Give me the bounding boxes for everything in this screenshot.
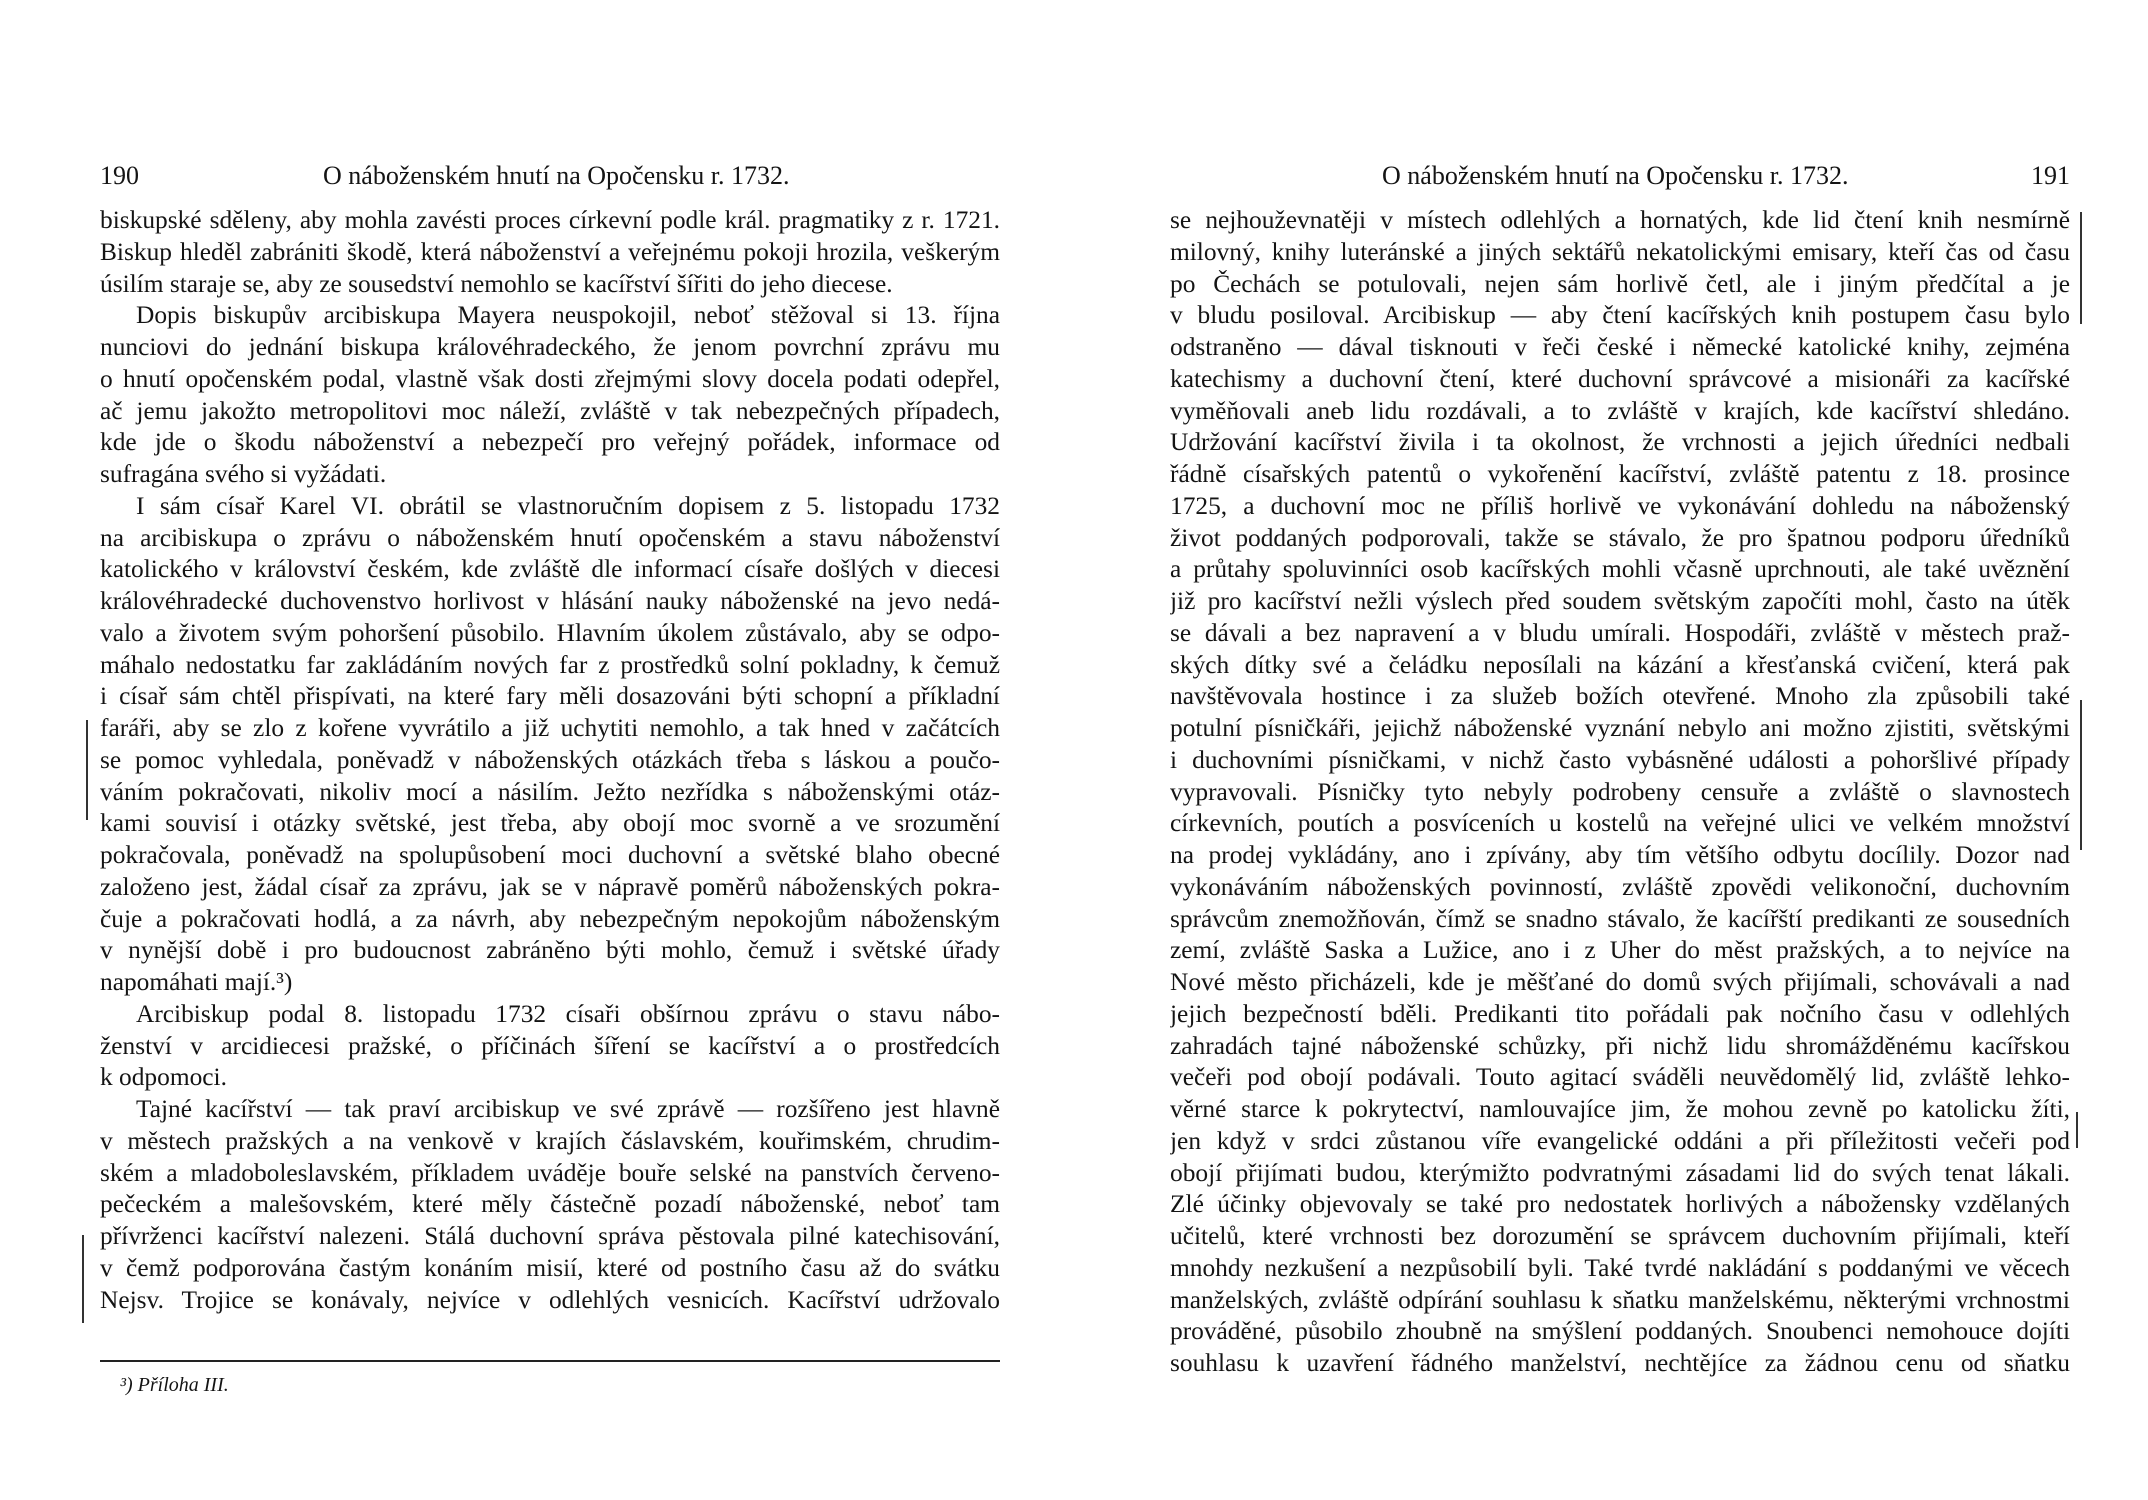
right-page-header — [1170, 158, 2070, 194]
text-line: 1725, a duchovní moc ne příliš horlivě ve vykonávání dohledu na náboženský — [1170, 491, 2070, 520]
text-line: kami souvisí i otázky světské, jest třeba, aby obojí moc svorně a ve srozumění — [100, 809, 1000, 838]
text-line: ských dítky své a čeládku neposílali na kázání a křesťanská cvičení, která pak — [1170, 650, 2070, 679]
text-line: jejich bezpečností bděli. Predikanti tito pořádali pak nočního času v odlehlých — [1170, 999, 2070, 1028]
text-line: obojí přijímati budou, kterýmižto podvratnými zásadami lid do svých tenat lákali. — [1170, 1158, 2070, 1187]
text-line: mnohdy nezkušení a nezpůsobilí byli. Také tvrdé nakládání s poddanými ve věcech — [1170, 1253, 2070, 1282]
text-line: katolického v království českém, kde zvláště dle informací císaře došlých v diecesi — [100, 555, 1000, 584]
text-line: po Čechách se potulovali, nejen sám horlivě četl, ale i jiným předčítal a je — [1170, 269, 2070, 298]
text-line: faráři, aby se zlo z kořene vyvrátilo a již uchytiti nemohlo, a tak hned v začátcích — [100, 714, 1000, 742]
text-line: učitelů, které vrchnosti bez dorozumění se správcem duchovním přijímali, kteří — [1170, 1222, 2070, 1250]
text-line: v městech pražských a na venkově v krajích čáslavském, kouřimském, chrudim- — [100, 1126, 1000, 1155]
text-line: ženství v arcidiecesi pražské, o příčinách šíření se kacířství a o prostředcích — [100, 1031, 1000, 1060]
text-line: souhlasu k uzavření řádného manželství, nechtějíce za žádnou cenu od sňatku — [1170, 1349, 2070, 1377]
text-line: řádně císařských patentů o vykořenění kacířství, zvláště patentu z 18. prosince — [1170, 460, 2070, 488]
text-line: i duchovními písničkami, v nichž často vybásněné události a pohoršlivé případy — [1170, 745, 2070, 774]
text-line: vypravovali. Písničky tyto nebyly podrobeny censuře a zvláště o slavnostech — [1170, 777, 2070, 806]
text-line: nunciovi do jednání biskupa královéhradeckého, že jenom povrchní zprávu mu — [100, 333, 1000, 361]
right-running-title: O náboženském hnutí na Opočensku r. 1732. — [1382, 161, 1849, 190]
left-page-number: 190 — [100, 161, 139, 190]
text-line: večeři pod obojí podávali. Touto agitací sváděli neuvědomělý lid, zvláště lehko- — [1170, 1063, 2070, 1092]
text-line: přívrženci kacířství nalezeni. Stálá duchovní správa pěstovala pilné katechisování, — [100, 1222, 1000, 1250]
text-line: biskupské sděleny, aby mohla zavésti proces církevní podle král. pragmatiky z r. 1721. — [100, 206, 1000, 234]
right-page-number: 191 — [2031, 161, 2070, 190]
text-line: prováděné, působilo zhoubně na smýšlení poddaných. Snoubenci nemohouce dojíti — [1170, 1317, 2070, 1346]
text-line: na arcibiskupa o zprávu o náboženském hnutí opočenském a stavu náboženství — [100, 523, 1000, 552]
text-line: v nynější době i pro budoucnost zabráněno býti mohlo, čemuž i světské úřady — [100, 936, 1000, 965]
text-line: zahradách tajné náboženské schůzky, při nichž lidu shromážděnému kacířskou — [1170, 1031, 2070, 1060]
text-line: navštěvovala hostince i za služeb božích otevřené. Mnoho zla způsobili také — [1170, 682, 2070, 711]
text-line: sufragána svého si vyžádati. — [100, 460, 387, 488]
text-line: váním pokračovati, nikoliv mocí a násilím. Ježto nezřídka s náboženskými otáz- — [100, 777, 1000, 806]
text-line: katechismy a duchovní čtení, které duchovní správcové a misionáři za kacířské — [1170, 364, 2070, 393]
text-line: v bludu posiloval. Arcibiskup — aby čtení kacířských knih postupem času bylo — [1170, 301, 2070, 330]
text-line: ač jemu jakožto metropolitovi moc náleží, zvláště v tak nebezpečných případech, — [100, 396, 1000, 425]
text-line: vykonáváním náboženských povinností, zvláště zpovědi velikonoční, duchovním — [1170, 872, 2070, 901]
text-line: se pomoc vyhledala, poněvadž v náboženských otázkách třeba s láskou a poučo- — [100, 745, 1000, 774]
text-line: Arcibiskup podal 8. listopadu 1732 císaři obšírnou zprávu o stavu nábo- — [136, 999, 1000, 1028]
text-line: valo a životem svým pohoršení působilo. Hlavním úkolem zůstávalo, aby se odpo- — [100, 618, 1000, 647]
left-page-body — [100, 205, 1000, 1316]
text-line: I sám císař Karel VI. obrátil se vlastnoručním dopisem z 5. listopadu 1732 — [136, 491, 1000, 520]
margin-marker — [2080, 212, 2082, 324]
text-line: správcům znemožňován, čímž se snadno stávalo, že kacířští predikanti ze sousedních — [1170, 904, 2070, 933]
text-line: i císař sám chtěl přispívati, na které fary měli dosazováni býti schopní a příkladní — [100, 682, 1000, 711]
text-line: milovný, knihy luteránské a jiných sektářů nekatolickými emisary, kteří čas od času — [1170, 237, 2070, 266]
text-line: čuje a pokračovati hodlá, a za návrh, aby nebezpečným nepokojům náboženským — [100, 904, 1000, 933]
text-line: Udržování kacířství živila i ta okolnost, že vrchnosti a jejich úředníci nedbali — [1170, 428, 2070, 457]
text-line: napomáhati mají.³) — [100, 968, 293, 996]
text-line: Nejsv. Trojice se konávaly, nejvíce v odlehlých vesnicích. Kacířství udržovalo — [100, 1285, 1000, 1314]
text-line: k odpomoci. — [100, 1063, 227, 1092]
left-running-title: O náboženském hnutí na Opočensku r. 1732. — [323, 161, 790, 190]
text-line: a průtahy spoluvinníci osob kacířských mohli včasně uprchnouti, ale také uvěznění — [1170, 555, 2070, 584]
text-line: se nejhouževnatěji v místech odlehlých a hornatých, kde lid čtení knih nesmírně — [1170, 206, 2070, 234]
text-line: Dopis biskupův arcibiskupa Mayera neuspokojil, neboť stěžoval si 13. října — [136, 301, 1000, 330]
text-line: ském a mladoboleslavském, příkladem uváděje bouře selské na panstvích červeno- — [100, 1158, 1000, 1187]
margin-marker — [82, 1235, 84, 1323]
text-line: již pro kacířství nežli výslech před soudem světským započíti mohl, často na útěk — [1170, 587, 2070, 615]
text-line: vyměňovali aneb lidu rozdávali, a to zvláště v krajích, kde kacířství shledáno. — [1170, 396, 2070, 425]
text-line: pečeckém a malešovském, které měly částečně pozadí náboženské, neboť tam — [100, 1190, 1000, 1219]
text-line: Nové město přicházeli, kde je měšťané do domů svých přijímali, schovávali a nad — [1170, 968, 2070, 996]
text-line: Tajné kacířství — tak praví arcibiskup ve své zprávě — rozšířeno jest hlavně — [136, 1095, 1000, 1123]
text-line: na prodej vykládány, ano i zpívány, aby tím většího odbytu docílily. Dozor nad — [1170, 841, 2070, 869]
margin-marker — [2076, 1112, 2078, 1148]
footnote-rule — [100, 1360, 1000, 1362]
text-line: v čemž podporována častým konáním misií, které od postního času až do svátku — [100, 1253, 1000, 1282]
text-line: máhalo nedostatku far zakládáním nových far z prostředků solní pokladny, k čemuž — [100, 650, 1000, 679]
text-line: úsilím staraje se, aby ze sousedství nemohlo se kacířství šířiti do jeho diecese. — [100, 269, 893, 298]
text-line: věrné starce k pokrytectví, namlouvajíce jim, že mohou zevně po katolicku žíti, — [1170, 1095, 2070, 1123]
text-line: potulní písničkáři, jejichž náboženské vyznání nebylo ani možno zjistiti, světskými — [1170, 714, 2070, 742]
text-line: kde jde o škodu náboženství a nebezpečí pro veřejný pořádek, informace od — [100, 428, 1000, 457]
text-line: se dávali a bez napravení a v bludu umírali. Hospodáři, zvláště v městech praž- — [1170, 618, 2070, 647]
text-line: manželských, zvláště odpírání souhlasu k sňatku manželskému, některými vrchnostmi — [1170, 1285, 2070, 1314]
text-line: Biskup hleděl zabrániti škodě, která náboženství a veřejnému pokoji hrozila, veškerým — [100, 237, 1000, 266]
text-line: Zlé účinky objevovaly se také pro nedostatek horlivých a nábožensky vzdělaných — [1170, 1190, 2070, 1219]
text-line: o hnutí opočenském podal, vlastně však dosti zřejmými slovy docela podati odepřel, — [100, 364, 1000, 393]
text-line: zemí, zvláště Saska a Lužice, ano i z Uher do měst pražských, a to nejvíce na — [1170, 936, 2070, 965]
text-line: život poddaných podporovali, takže se stávalo, že pro špatnou podporu úředníků — [1170, 523, 2070, 552]
text-line: královéhradecké duchovenstvo horlivost v hlásání nauky náboženské na jevo nedá- — [100, 587, 1000, 615]
text-line: odstraněno — dával tisknouti v řeči české i německé katolické knihy, zejména — [1170, 333, 2070, 361]
margin-marker — [86, 720, 88, 820]
margin-marker — [2080, 700, 2082, 850]
left-page-header — [100, 158, 1000, 194]
right-page-body — [1170, 205, 2070, 1380]
text-line: jen když v srdci zůstanou víře evangelické oddáni a při příležitosti večeři pod — [1170, 1126, 2070, 1155]
text-line: založeno jest, žádal císař za zprávu, jak se v nápravě poměrů náboženských pokra- — [100, 872, 1000, 901]
footnote: ³) Příloha III. — [120, 1374, 229, 1396]
text-line: pokračovala, poněvadž na spolupůsobení moci duchovní a světské blaho obecné — [100, 841, 1000, 869]
text-line: církevních, poutích a posvíceních u kostelů na veřejné ulici ve velkém množství — [1170, 809, 2070, 838]
